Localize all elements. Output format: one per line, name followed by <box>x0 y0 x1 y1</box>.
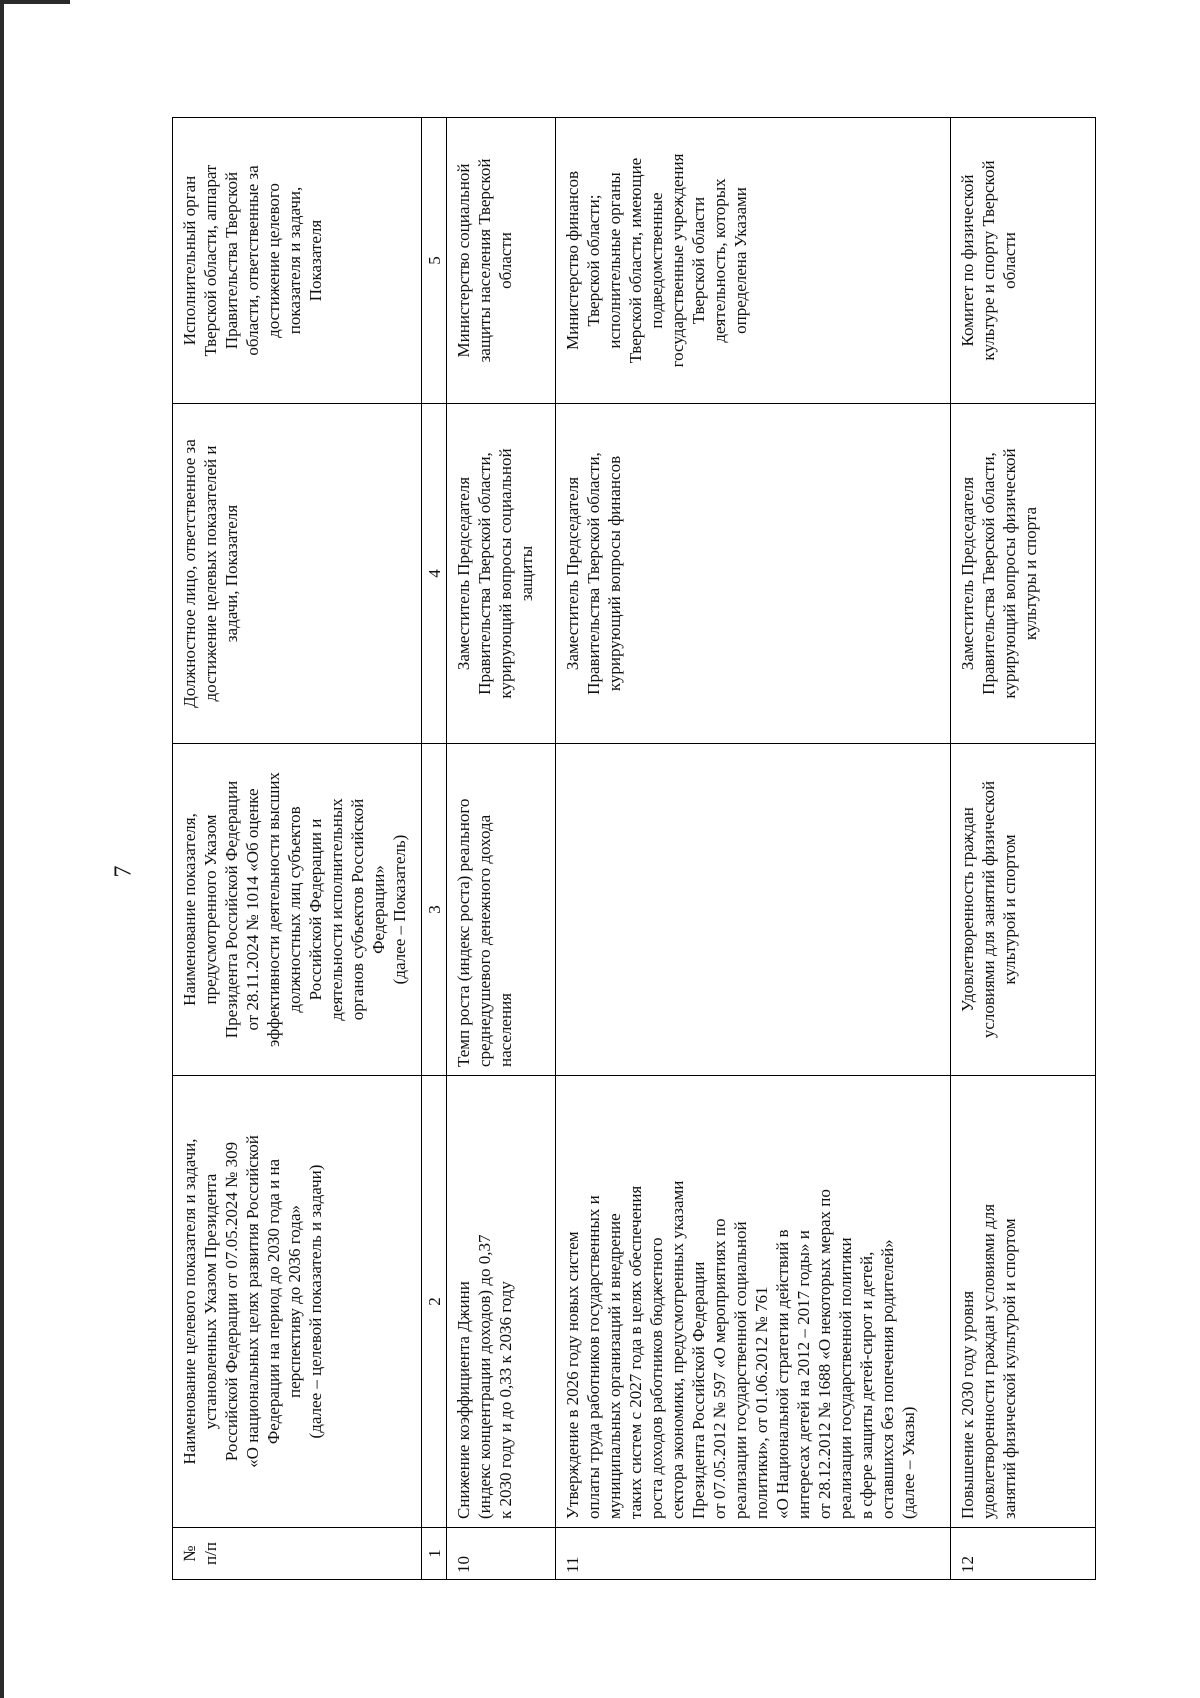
table-header-row <box>173 118 422 1580</box>
cell-line: Правительства Тверской области, <box>475 452 494 695</box>
row-indicator <box>556 744 951 1076</box>
column-number: 5 <box>422 118 447 404</box>
column-number: 4 <box>422 404 447 744</box>
cell-line: области <box>1000 232 1019 289</box>
cell-line: подведомственные <box>647 192 666 329</box>
cell-line: Тверской области, аппарат <box>201 164 220 357</box>
cell-line: деятельности исполнительных <box>327 798 346 1021</box>
cell-line: Министерство социальной <box>454 163 473 358</box>
cell-line: сектора экономики, предусмотренных указами <box>668 1180 687 1519</box>
row-number: 11 <box>556 1528 951 1580</box>
cell-line: № <box>180 1545 199 1562</box>
cell-line: среднедушевого денежного дохода <box>475 814 494 1067</box>
cell-line: (далее – Указы) <box>899 1406 918 1519</box>
cell-line: Исполнительный орган <box>180 175 199 346</box>
cell-line: Правительства Тверской области, <box>584 452 603 695</box>
cell-line: муниципальных организаций и внедрение <box>605 1213 624 1519</box>
cell-line: от 28.12.2012 № 1688 «О некоторых мерах по <box>815 1189 834 1519</box>
row-number: 10 <box>447 1528 556 1580</box>
cell-line: эффективности деятельности высших <box>264 772 283 1047</box>
cell-line: Утверждение в 2026 году новых систем <box>563 1231 582 1519</box>
cell-line: Российской Федерации от 07.05.2024 № 309 <box>222 1141 241 1462</box>
table-row <box>556 118 951 1580</box>
cell-line: области <box>496 232 515 289</box>
cell-line: исполнительные органы <box>605 172 624 349</box>
rotated-table-frame <box>172 118 1068 1580</box>
column-number: 3 <box>422 744 447 1076</box>
indicators-table <box>172 117 1096 1580</box>
cell-line: государственные учреждения <box>668 153 687 368</box>
column-number: 2 <box>422 1076 447 1528</box>
header-col-authority <box>173 118 422 404</box>
cell-line: п/п <box>201 1542 220 1565</box>
cell-line: Правительства Тверской <box>222 171 241 350</box>
cell-line: условиями для занятий физической <box>979 780 998 1039</box>
row-target <box>447 1076 556 1528</box>
row-official <box>447 404 556 744</box>
cell-line: культуре и спорту Тверской <box>979 160 998 361</box>
cell-line: (далее – целевой показатель и задачи) <box>306 1164 325 1439</box>
cell-line: (индекс концентрации доходов) до 0,37 <box>475 1234 494 1519</box>
cell-line: Министерство финансов <box>563 171 582 350</box>
cell-line: предусмотренного Указом <box>201 814 220 1005</box>
table-row <box>951 118 1096 1580</box>
row-authority <box>556 118 951 404</box>
cell-line: перспективу до 2036 года» <box>285 1205 304 1398</box>
cell-line: Тверской области; <box>584 194 603 327</box>
cell-line: Снижение коэффициента Джини <box>454 1281 473 1519</box>
cell-line: Российской Федерации и <box>306 818 325 1001</box>
cell-line: Повышение к 2030 году уровня <box>958 1290 977 1519</box>
cell-line: Комитет по физической <box>958 174 977 347</box>
cell-line: курирующий вопросы физической <box>1000 448 1019 699</box>
cell-line: определена Указами <box>731 187 750 334</box>
cell-line: органов субъектов Российской <box>348 798 367 1021</box>
cell-line: Федерации» <box>369 865 388 954</box>
cell-line: культурой и спортом <box>1000 834 1019 985</box>
row-indicator <box>447 744 556 1076</box>
header-col-indicator <box>173 744 422 1076</box>
cell-line: политики», от 01.06.2012 № 761 <box>752 1286 771 1519</box>
cell-line: оплаты труда работников государственных и <box>584 1195 603 1519</box>
cell-line: в сфере защиты детей-сирот и детей, <box>857 1251 876 1519</box>
table-row <box>447 118 556 1580</box>
cell-line: должностных лиц субъектов <box>285 806 304 1013</box>
cell-line: Темп роста (индекс роста) реального <box>454 798 473 1067</box>
cell-line: курирующий вопросы финансов <box>605 455 624 692</box>
cell-line: Наименование показателя, <box>180 813 199 1006</box>
row-official <box>951 404 1096 744</box>
column-number: 1 <box>422 1528 447 1580</box>
cell-line: курирующий вопросы социальной <box>496 448 515 699</box>
cell-line: достижение целевого <box>264 183 283 338</box>
scan-edge <box>0 0 4 1698</box>
header-col-target <box>173 1076 422 1528</box>
cell-line: Тверской области <box>689 196 708 325</box>
cell-line: защиты населения Тверской <box>475 158 494 363</box>
cell-line: занятий физической культурой и спортом <box>1000 1218 1019 1519</box>
cell-line: Должностное лицо, ответственное за <box>180 439 199 708</box>
cell-line: культуры и спорта <box>1021 506 1040 641</box>
row-official <box>556 404 951 744</box>
cell-line: интересах детей на 2012 – 2017 годы» и <box>794 1230 813 1519</box>
cell-line: удовлетворенности граждан условиями для <box>979 1203 998 1519</box>
cell-line: деятельность, которых <box>710 178 729 343</box>
cell-line: Удовлетворенность граждан <box>958 807 977 1012</box>
cell-line: реализации государственной социальной <box>731 1221 750 1519</box>
cell-line: Федерации на период до 2030 года и на <box>264 1158 283 1445</box>
cell-line: реализации государственной политики <box>836 1237 855 1519</box>
cell-line: Наименование целевого показателя и задачи, <box>180 1138 199 1465</box>
cell-line: от 28.11.2024 № 1014 «Об оценке <box>243 788 262 1031</box>
row-target <box>556 1076 951 1528</box>
scan-edge-top <box>0 0 70 4</box>
cell-line: установленных Указом Президента <box>201 1173 220 1430</box>
cell-line: населения <box>496 993 515 1067</box>
cell-line: «О национальных целях развития Российской <box>243 1135 262 1468</box>
header-col-official <box>173 404 422 744</box>
column-number-row <box>422 118 447 1580</box>
cell-line: показателя и задачи, <box>285 186 304 335</box>
row-number: 12 <box>951 1528 1096 1580</box>
cell-line: таких систем с 2027 года в целях обеспечения <box>626 1185 645 1519</box>
header-col-num <box>173 1528 422 1580</box>
cell-line: роста доходов работников бюджетного <box>647 1237 666 1519</box>
cell-line: от 07.05.2012 № 597 «О мероприятиях по <box>710 1218 729 1519</box>
cell-line: оставшихся без попечения родителей» <box>878 1239 897 1519</box>
cell-line: Заместитель Председателя <box>454 476 473 671</box>
cell-line: достижение целевых показателей и <box>201 445 220 702</box>
cell-line: Заместитель Председателя <box>563 476 582 671</box>
cell-line: области, ответственные за <box>243 165 262 356</box>
cell-line: Правительства Тверской области, <box>979 452 998 695</box>
cell-line: Президента Российской Федерации <box>222 780 241 1039</box>
cell-line: защиты <box>517 545 536 602</box>
cell-line: (далее – Показатель) <box>390 834 409 985</box>
cell-line: Заместитель Председателя <box>958 476 977 671</box>
cell-line: к 2030 году и до 0,33 к 2036 году <box>496 1281 515 1519</box>
cell-line: Президента Российской Федерации <box>689 1261 708 1519</box>
cell-line: «О Национальной стратегии действий в <box>773 1229 792 1519</box>
row-authority <box>951 118 1096 404</box>
row-target <box>951 1076 1096 1528</box>
row-indicator <box>951 744 1096 1076</box>
cell-line: Тверской области, имеющие <box>626 157 645 364</box>
cell-line: Показателя <box>306 219 325 302</box>
row-authority <box>447 118 556 404</box>
page-number: 7 <box>110 865 137 878</box>
cell-line: задачи, Показателя <box>222 504 241 643</box>
